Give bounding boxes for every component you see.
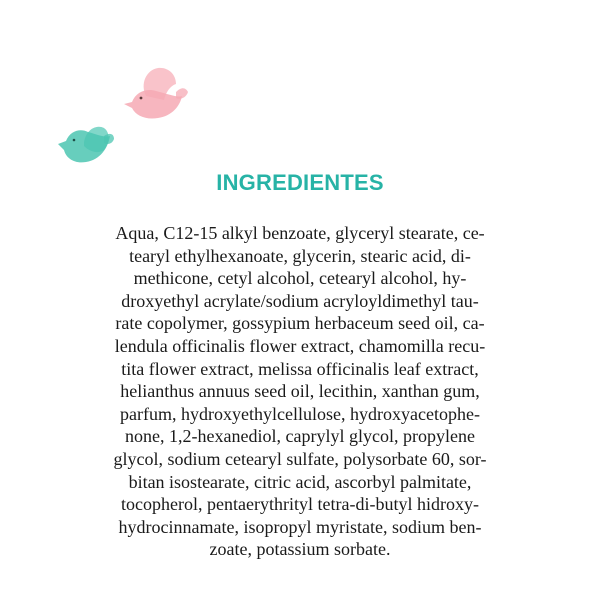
ingredients-line: methicone, cetyl alcohol, cetearyl alcohol, hy- — [133, 268, 467, 289]
ingredients-line: droxyethyl acrylate/sodium acryloyldimethyl tau- — [121, 290, 479, 311]
ingredients-line: parfum, hydroxyethylcellulose, hydroxyacetophe- — [120, 403, 480, 424]
ingredients-line: helianthus annuus seed oil, lecithin, xanthan gum, — [120, 381, 480, 402]
ingredients-line: tocopherol, pentaerythrityl tetra-di-butyl hidroxy- — [121, 494, 479, 515]
ingredients-line: lendula officinalis flower extract, chamomilla recu- — [114, 335, 486, 356]
ingredients-line: Aqua, C12-15 alkyl benzoate, glyceryl stearate, ce- — [115, 223, 485, 243]
ingredients-line: tita flower extract, melissa officinalis leaf extract, — [121, 358, 479, 379]
ingredients-line: bitan isostearate, citric acid, ascorbyl palmitate, — [128, 471, 472, 492]
ingredients-line: glycol, sodium cetearyl sulfate, polysorbate 60, sor- — [113, 448, 487, 469]
teal-bird-icon — [58, 127, 114, 163]
ingredients-line: tearyl ethylhexanoate, glycerin, stearic acid, di- — [129, 245, 471, 266]
ingredients-line: zoate, potassium sorbate. — [209, 539, 391, 560]
ingredients-list — [80, 222, 520, 561]
ingredients-line: none, 1,2-hexanediol, caprylyl glycol, propylene — [125, 426, 475, 447]
ingredients-heading: INGREDIENTES — [216, 170, 384, 195]
ingredients-line: hydrocinnamate, isopropyl myristate, sodium ben- — [118, 516, 482, 537]
ingredients-line: rate copolymer, gossypium herbaceum seed oil, ca- — [115, 313, 485, 334]
pink-bird-icon — [124, 68, 188, 119]
